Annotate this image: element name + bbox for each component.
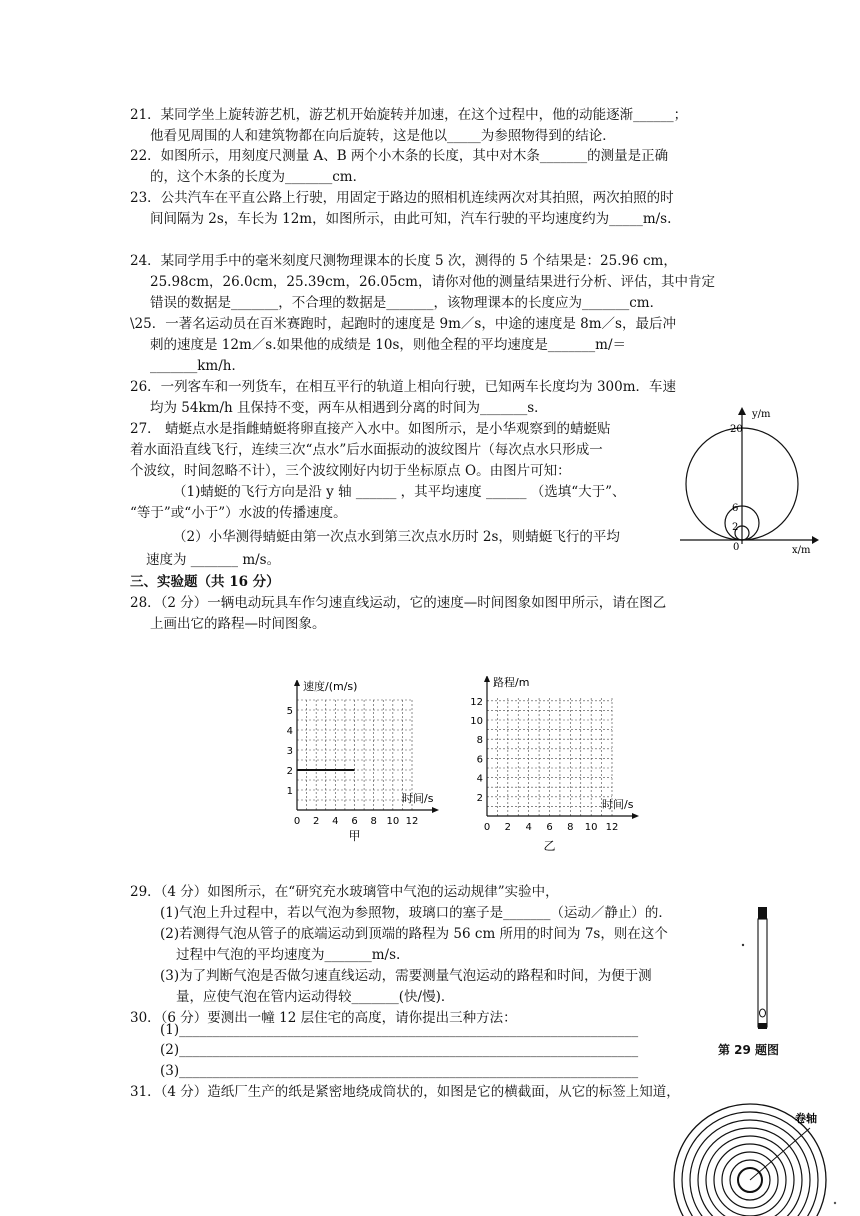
q27-line2: 着水面沿直线飞行，连续三次“点水”后水面振动的波纹图片（每次点水只形成一 (130, 442, 603, 458)
q30-answer-3: (3)____________________________________________________________________ (160, 1063, 639, 1079)
chart-a-x-tick-label: 12 (405, 816, 419, 827)
distance-time-chart (460, 676, 665, 856)
chart-a-x-tick-label: 0 (293, 816, 301, 827)
q29-line6: 量，应使气泡在管内运动得较_______(快/慢)． (176, 989, 455, 1005)
chart-a-caption: 甲 (348, 829, 361, 843)
chart-a-x-tick-label: 10 (386, 816, 400, 827)
ripple-origin: 0 (733, 542, 740, 553)
chart-a-y-arrow (294, 680, 300, 686)
q24-line2: 25.98cm，26.0cm，25.39cm，26.05cm，请你对他的测量结果进行分析、评估，其中肯定 (150, 274, 715, 290)
chart-a-y-tick-label: 1 (286, 786, 293, 797)
roll-speck (834, 1202, 836, 1204)
q29-line5: (3)为了判断气泡是否做匀速直线运动，需要测量气泡运动的路程和时间，为便于测 (160, 968, 652, 984)
roll-ring (706, 1136, 794, 1216)
chart-b-x-arrow (632, 813, 639, 819)
ripple-tick-2: 2 (732, 522, 739, 533)
chart-b-caption: 乙 (543, 839, 556, 853)
chart-a-x-tick-label: 2 (312, 816, 320, 827)
chart-b-x-label: 时间/s (602, 798, 634, 811)
q23-line2: 间间隔为 2s，车长为 12m，如图所示，由此可知，汽车行驶的平均速度约为_____m/s. (150, 211, 672, 227)
tube-stopper-bottom (758, 1023, 767, 1029)
q28-line1: 28．（2 分）一辆电动玩具车作匀速直线运动，它的速度—时间图象如图甲所示，请在图乙 (130, 595, 667, 611)
q30-answer-1: (1)____________________________________________________________________ (160, 1022, 639, 1038)
q27-line7: 速度为 _______ m/s。 (146, 552, 281, 568)
q24-line3: 错误的数据是_______，不合理的数据是_______，该物理课本的长度应为_______cm． (150, 295, 664, 311)
q22-line2: 的，这个木条的长度为_______cm． (150, 169, 367, 185)
chart-b-y-tick-label: 6 (476, 754, 483, 766)
chart-b-x-tick-label: 12 (605, 822, 619, 833)
chart-a-x-label: 时间/s (402, 792, 434, 805)
chart-b-y-tick-label: 8 (476, 735, 483, 747)
chart-b-y-arrow (484, 676, 490, 682)
chart-a-x-tick-label: 4 (332, 816, 339, 827)
q27-line4: （1)蜻蜓的飞行方向是沿 y 轴 ______ ，其平均速度 ______ （选填“大于”、 (173, 484, 626, 500)
ripple-tick-20: 20 (730, 424, 743, 435)
ripple-tick-6: 6 (732, 503, 739, 514)
chart-a-x-arrow (432, 807, 439, 813)
q27-line5: “等于”或“小于”）水波的传播速度。 (130, 505, 347, 521)
chart-a-x-tick-label: 8 (370, 816, 377, 827)
q27-line3: 个波纹，时间忽略不计），三个波纹刚好内切于坐标原点 O。由图片可知： (130, 463, 571, 479)
q24-line1: 24．某同学用手中的毫米刻度尺测物理课本的长度 5 次，测得的 5 个结果是：25.96 cm， (130, 253, 677, 269)
glass-tube-figure (736, 905, 776, 1037)
chart-b-x-tick-label: 6 (546, 822, 553, 833)
chart-b-y-tick-label: 12 (470, 696, 483, 708)
q25-line3: _______km/h． (150, 358, 245, 374)
chart-a-y-tick-label: 5 (286, 706, 293, 717)
chart-a-y-tick-label: 2 (286, 766, 293, 777)
q30-line1: 30．（6 分）要测出一幢 12 层住宅的高度，请你提出三种方法： (130, 1010, 517, 1026)
q29-figure-caption: 第 29 题图 (718, 1043, 780, 1057)
q29-line3: (2)若测得气泡从管子的底端运动到顶端的路程为 56 cm 所用的时间为 7s，则在这个 (160, 926, 668, 942)
chart-b-x-tick-label: 8 (567, 822, 574, 833)
ripple-x-arrow (812, 536, 819, 544)
q26-line2: 均为 54km/h 且保持不变，两车从相遇到分离的时间为_______s． (150, 400, 548, 416)
chart-b-y-tick-label: 4 (476, 773, 483, 785)
paper-roll-figure (670, 1100, 845, 1216)
chart-b-y-label: 路程/m (493, 676, 530, 689)
chart-a-y-tick-label: 3 (286, 746, 293, 757)
q23-line1: 23．公共汽车在平直公路上行驶，用固定于路边的照相机连续两次对其拍照，两次拍照的时 (130, 190, 674, 206)
q26-line1: 26．一列客车和一列货车，在相互平行的轨道上相向行驶，已知两车长度均为 300m．车速 (130, 379, 677, 395)
chart-b-y-tick-label: 10 (470, 716, 483, 727)
tube-speck (742, 944, 744, 946)
chart-b-x-tick-label: 10 (584, 822, 598, 833)
q21-line1: 21．某同学坐上旋转游艺机，游艺机开始旋转并加速，在这个过程中，他的动能逐渐______； (130, 107, 688, 123)
tube-stopper-top (758, 907, 767, 919)
chart-b-x-tick-label: 4 (525, 822, 532, 833)
q30-answer-2: (2)____________________________________________________________________ (160, 1042, 639, 1058)
section-title: 三、实验题（共 16 分） (130, 574, 280, 590)
ripple-y-label: y/m (752, 409, 771, 420)
q27-line6: （2）小华测得蜻蜓由第一次点水到第三次点水历时 2s，则蜻蜓飞行的平均 (173, 529, 620, 545)
q22-line1: 22．如图所示，用刻度尺测量 A、B 两个小木条的长度，其中对木条_______的测量是正确 (130, 148, 669, 164)
air-bubble (760, 1009, 766, 1017)
chart-b-x-tick-label: 2 (504, 822, 512, 833)
ripple-figure (676, 405, 822, 555)
q29-line1: 29．（4 分）如图所示，在“研究充水玻璃管中气泡的运动规律”实验中， (130, 884, 559, 900)
q28-line2: 上画出它的路程—时间图象。 (150, 616, 326, 632)
q21-line2: 他看见周围的人和建筑物都在向后旋转，这是他以_____为参照物得到的结论． (150, 128, 616, 144)
roll-label: 卷轴 (795, 1112, 817, 1125)
chart-a-y-tick-label: 4 (286, 726, 293, 737)
chart-a-y-label: 速度/(m/s) (303, 680, 358, 693)
velocity-time-chart (270, 680, 470, 850)
ripple-y-arrow (738, 407, 746, 415)
q25-line1: \25．一著名运动员在百米赛跑时，起跑时的速度是 9m／s，中途的速度是 8m／s，最后冲 (130, 316, 676, 332)
chart-b-y-tick-label: 2 (476, 792, 483, 804)
roll-ring (698, 1128, 802, 1216)
q29-line2: (1)气泡上升过程中，若以气泡为参照物，玻璃口的塞子是_______（运动／静止）的． (160, 905, 672, 921)
q27-line1: 27． 蜻蜓点水是指雌蜻蜓将卵直接产入水中。如图所示，是小华观察到的蜻蜓贴 (130, 421, 611, 437)
chart-a-x-tick-label: 6 (351, 816, 358, 827)
ripple-x-label: x/m (792, 545, 811, 555)
q31-line1: 31．（4 分）造纸厂生产的纸是紧密地绕成筒状的，如图是它的横截面，从它的标签上知道， (130, 1084, 680, 1100)
q29-line4: 过程中气泡的平均速度为_______m/s. (176, 947, 401, 963)
chart-b-x-tick-label: 0 (483, 822, 491, 833)
q25-line2: 刺的速度是 12m／s.如果他的成绩是 10s，则他全程的平均速度是_______m/＝ (150, 337, 626, 353)
